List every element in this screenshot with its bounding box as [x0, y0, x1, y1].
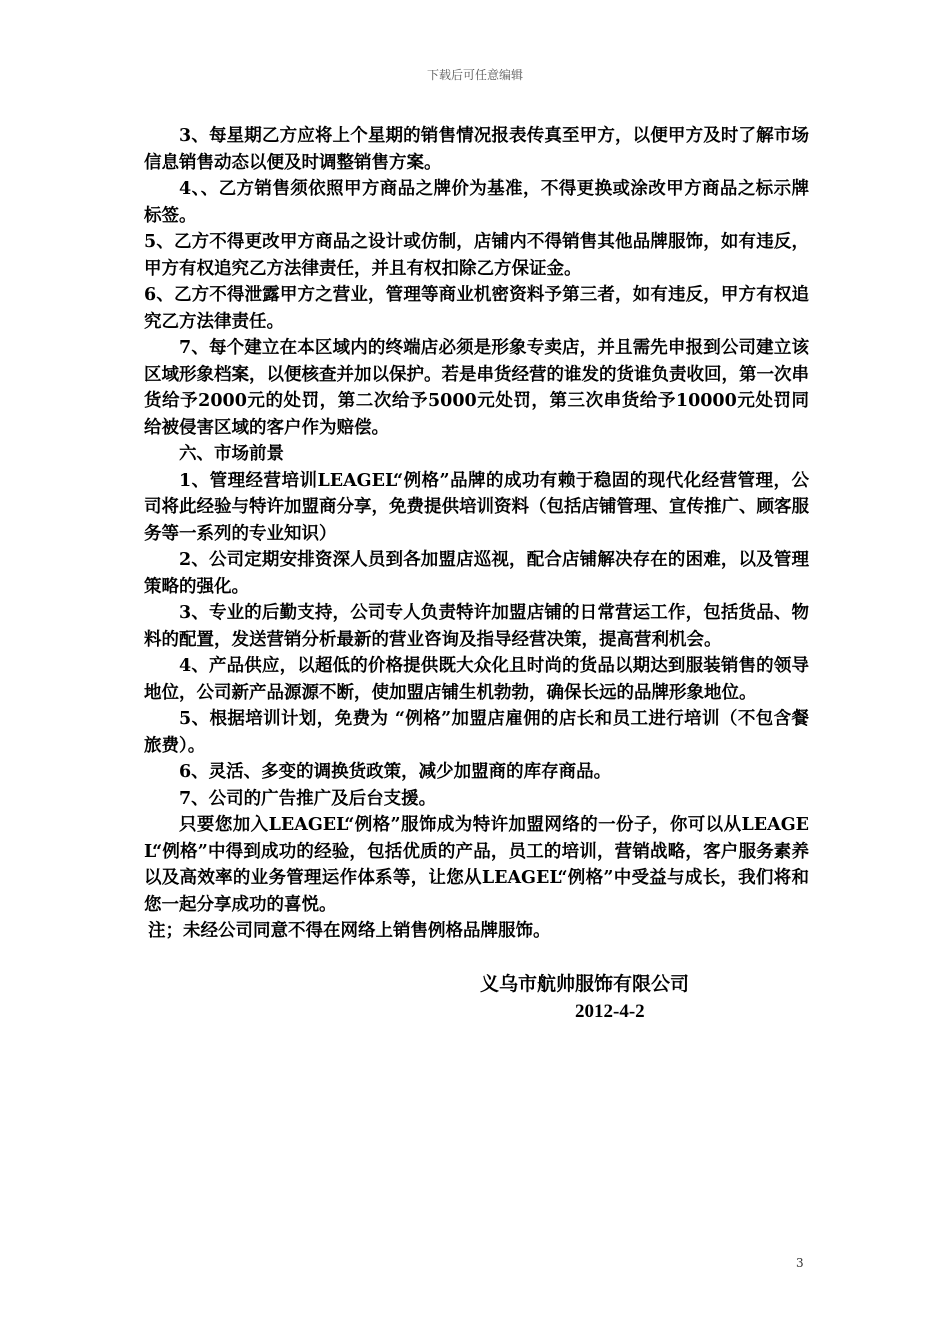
paragraph-3-weekly-report: 3、每星期乙方应将上个星期的销售情况报表传真至甲方，以便甲方及时了解市场信息销售动态以便及时调整销售方案。 [144, 126, 809, 173]
paragraph-note-online-sales: 注；未经公司同意不得在网络上销售例格品牌服饰。 [148, 921, 551, 941]
paragraph-prospect-1-training: 1、管理经营培训LEAGEL“例格”品牌的成功有赖于稳固的现代化经营管理，公司将此经验与特许加盟商分享，免费提供培训资料（包括店铺管理、宣传推广、顾客服务等一系列的专业知识） [144, 470, 809, 544]
paragraph-4-price-tag: 4、、乙方销售须依照甲方商品之牌价为基准，不得更换或涂改甲方商品之标示牌标签。 [144, 179, 809, 226]
page-header: 下载后可任意编辑 [426, 68, 523, 82]
paragraph-6-confidentiality: 6、乙方不得泄露甲方之营业，管理等商业机密资料予第三者，如有违反，甲方有权追究乙方法律责任。 [144, 285, 809, 332]
signature-block [480, 970, 689, 1026]
paragraph-join-invitation: 只要您加入LEAGEL“例格”服饰成为特许加盟网络的一份子，你可以从LEAGEL“例格”中得到成功的经验，包括优质的产品，员工的培训，营销战略，客户服务素养以及高效率的业务管理运作体系等，让您从LEAGEL“例格”中受益与成长，我们将和您一起分享成功的喜悦。 [144, 815, 809, 915]
paragraph-prospect-7-advertising: 7、公司的广告推广及后台支援。 [179, 788, 437, 809]
company-name: 义乌市航帅服饰有限公司 [480, 973, 690, 995]
signature-date: 2012-4-2 [575, 1001, 645, 1022]
paragraph-prospect-5-training-plan: 5、根据培训计划，免费为 “例格”加盟店雇佣的店长和员工进行培训（不包含餐旅费）。 [144, 709, 809, 756]
paragraph-prospect-2-inspection: 2、公司定期安排资深人员到各加盟店巡视，配合店铺解决存在的困难，以及管理策略的强化。 [144, 550, 809, 597]
page-number: 3 [796, 1256, 804, 1270]
paragraph-5-no-imitation: 5、乙方不得更改甲方商品之设计或仿制，店铺内不得销售其他品牌服饰，如有违反，甲方有权追究乙方法律责任，并且有权扣除乙方保证金。 [144, 232, 809, 279]
section-heading-market-prospect: 六、市场前景 [179, 444, 284, 464]
paragraph-prospect-4-supply: 4、产品供应，以超低的价格提供既大众化且时尚的货品以期达到服装销售的领导地位，公司新产品源源不断，使加盟店铺生机勃勃，确保长远的品牌形象地位。 [144, 656, 809, 703]
paragraph-prospect-3-logistics: 3、专业的后勤支持，公司专人负责特许加盟店铺的日常营运工作，包括货品、物料的配置，发送营销分析最新的营业咨询及指导经营决策，提高营利机会。 [144, 603, 809, 650]
document-body [144, 123, 809, 945]
paragraph-prospect-6-exchange-policy: 6、灵活、多变的调换货政策，减少加盟商的库存商品。 [179, 762, 612, 782]
paragraph-7-image-store: 7、每个建立在本区域内的终端店必须是形象专卖店，并且需先申报到公司建立该区域形象档案，以便核查并加以保护。若是串货经营的谁发的货谁负责收回，第一次串货给予2000元的处罚，第二次给予5000元处罚，第三次串货给予10000元处罚同给被侵害区域的客户作为赔偿。 [144, 338, 809, 438]
